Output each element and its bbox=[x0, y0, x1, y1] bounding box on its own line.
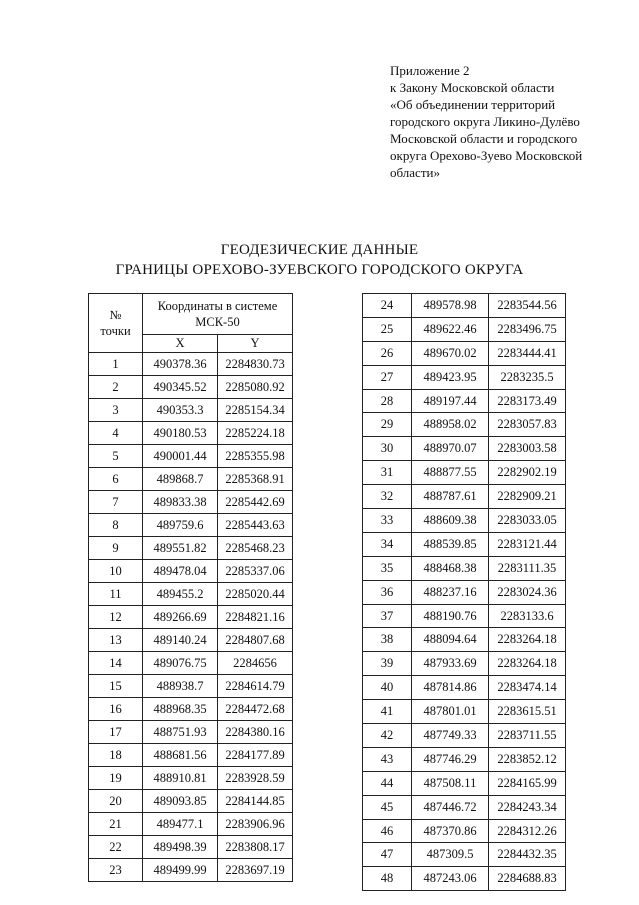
document-title bbox=[0, 240, 639, 280]
y-coordinate-cell: 2283444.41 bbox=[489, 341, 566, 365]
appendix-line: к Закону Московской области bbox=[390, 80, 555, 95]
table-row bbox=[363, 604, 566, 628]
table-row bbox=[363, 580, 566, 604]
x-coordinate-cell: 490180.53 bbox=[143, 422, 218, 445]
y-coordinate-cell: 2283906.96 bbox=[218, 813, 293, 836]
y-coordinate-cell: 2283264.18 bbox=[489, 652, 566, 676]
y-coordinate-cell: 2285154.34 bbox=[218, 399, 293, 422]
point-number-cell: 18 bbox=[89, 744, 143, 767]
point-number-cell: 48 bbox=[363, 867, 412, 891]
x-coordinate-cell: 489423.95 bbox=[412, 365, 489, 389]
point-number-cell: 39 bbox=[363, 652, 412, 676]
x-coordinate-cell: 488609.38 bbox=[412, 509, 489, 533]
point-number-cell: 33 bbox=[363, 509, 412, 533]
y-coordinate-cell: 2283173.49 bbox=[489, 389, 566, 413]
table-row bbox=[363, 724, 566, 748]
x-coordinate-cell: 488468.38 bbox=[412, 556, 489, 580]
y-coordinate-cell: 2285080.92 bbox=[218, 376, 293, 399]
y-coordinate-cell: 2285020.44 bbox=[218, 583, 293, 606]
table-row bbox=[363, 819, 566, 843]
x-column-header: X bbox=[143, 335, 218, 353]
x-coordinate-cell: 489076.75 bbox=[143, 652, 218, 675]
table-row bbox=[363, 795, 566, 819]
point-number-cell: 45 bbox=[363, 795, 412, 819]
x-coordinate-cell: 489197.44 bbox=[412, 389, 489, 413]
y-coordinate-cell: 2285468.23 bbox=[218, 537, 293, 560]
y-coordinate-cell: 2283264.18 bbox=[489, 628, 566, 652]
point-number-cell: 5 bbox=[89, 445, 143, 468]
table-row bbox=[89, 652, 293, 675]
x-coordinate-cell: 489868.7 bbox=[143, 468, 218, 491]
x-coordinate-cell: 487309.5 bbox=[412, 843, 489, 867]
point-number-cell: 20 bbox=[89, 790, 143, 813]
y-coordinate-cell: 2284614.79 bbox=[218, 675, 293, 698]
y-coordinate-cell: 2285224.18 bbox=[218, 422, 293, 445]
y-coordinate-cell: 2283711.55 bbox=[489, 724, 566, 748]
y-coordinate-cell: 2284165.99 bbox=[489, 771, 566, 795]
point-number-cell: 6 bbox=[89, 468, 143, 491]
x-coordinate-cell: 488751.93 bbox=[143, 721, 218, 744]
y-coordinate-cell: 2284807.68 bbox=[218, 629, 293, 652]
table-row bbox=[89, 422, 293, 445]
y-coordinate-cell: 2283474.14 bbox=[489, 676, 566, 700]
y-coordinate-cell: 2283024.36 bbox=[489, 580, 566, 604]
point-number-cell: 43 bbox=[363, 747, 412, 771]
y-coordinate-cell: 2284144.85 bbox=[218, 790, 293, 813]
point-number-cell: 35 bbox=[363, 556, 412, 580]
table-row bbox=[89, 537, 293, 560]
y-coordinate-cell: 2283003.58 bbox=[489, 437, 566, 461]
appendix-line: Приложение 2 bbox=[390, 63, 470, 78]
x-coordinate-cell: 490001.44 bbox=[143, 445, 218, 468]
point-number-cell: 46 bbox=[363, 819, 412, 843]
table-row bbox=[89, 859, 293, 882]
coordinate-system-header-line2: МСК-50 bbox=[195, 315, 240, 329]
point-number-cell: 42 bbox=[363, 724, 412, 748]
table-row bbox=[89, 813, 293, 836]
point-number-cell: 16 bbox=[89, 698, 143, 721]
x-coordinate-cell: 487749.33 bbox=[412, 724, 489, 748]
point-number-cell: 17 bbox=[89, 721, 143, 744]
point-number-cell: 11 bbox=[89, 583, 143, 606]
table-row bbox=[363, 413, 566, 437]
y-coordinate-cell: 2283928.59 bbox=[218, 767, 293, 790]
x-coordinate-cell: 489833.38 bbox=[143, 491, 218, 514]
table-row bbox=[363, 652, 566, 676]
table-row bbox=[89, 376, 293, 399]
table-row bbox=[89, 790, 293, 813]
table-row bbox=[89, 606, 293, 629]
x-coordinate-cell: 489578.98 bbox=[412, 294, 489, 318]
title-line-1: ГЕОДЕЗИЧЕСКИЕ ДАННЫЕ bbox=[220, 242, 419, 258]
point-number-header bbox=[89, 294, 143, 353]
y-coordinate-cell: 2283496.75 bbox=[489, 317, 566, 341]
point-number-cell: 38 bbox=[363, 628, 412, 652]
y-coordinate-cell: 2282909.21 bbox=[489, 485, 566, 509]
table-row bbox=[363, 556, 566, 580]
y-coordinate-cell: 2284821.16 bbox=[218, 606, 293, 629]
table-row bbox=[363, 843, 566, 867]
table-row bbox=[89, 353, 293, 376]
point-number-cell: 4 bbox=[89, 422, 143, 445]
table-row bbox=[89, 583, 293, 606]
x-coordinate-cell: 487814.86 bbox=[412, 676, 489, 700]
y-coordinate-cell: 2284656 bbox=[218, 652, 293, 675]
point-number-header-line2: точки bbox=[100, 324, 131, 338]
x-coordinate-cell: 489622.46 bbox=[412, 317, 489, 341]
x-coordinate-cell: 487508.11 bbox=[412, 771, 489, 795]
table-row bbox=[363, 365, 566, 389]
y-coordinate-cell: 2284380.16 bbox=[218, 721, 293, 744]
x-coordinate-cell: 488190.76 bbox=[412, 604, 489, 628]
point-number-cell: 40 bbox=[363, 676, 412, 700]
y-coordinate-cell: 2283057.83 bbox=[489, 413, 566, 437]
x-coordinate-cell: 488237.16 bbox=[412, 580, 489, 604]
point-number-cell: 31 bbox=[363, 461, 412, 485]
x-coordinate-cell: 489477.1 bbox=[143, 813, 218, 836]
title-line-2: ГРАНИЦЫ ОРЕХОВО-ЗУЕВСКОГО ГОРОДСКОГО ОКРУГА bbox=[115, 262, 524, 278]
table-row bbox=[89, 744, 293, 767]
appendix-line: Московской области и городского bbox=[390, 131, 578, 146]
y-coordinate-cell: 2283033.05 bbox=[489, 509, 566, 533]
x-coordinate-cell: 487801.01 bbox=[412, 700, 489, 724]
point-number-cell: 22 bbox=[89, 836, 143, 859]
y-coordinate-cell: 2283111.35 bbox=[489, 556, 566, 580]
point-number-cell: 8 bbox=[89, 514, 143, 537]
x-coordinate-cell: 488910.81 bbox=[143, 767, 218, 790]
table-row bbox=[363, 747, 566, 771]
table-row bbox=[89, 445, 293, 468]
point-number-cell: 25 bbox=[363, 317, 412, 341]
point-number-cell: 1 bbox=[89, 353, 143, 376]
appendix-line: области» bbox=[390, 165, 440, 180]
x-coordinate-cell: 487370.86 bbox=[412, 819, 489, 843]
y-coordinate-cell: 2285442.69 bbox=[218, 491, 293, 514]
x-coordinate-cell: 489455.2 bbox=[143, 583, 218, 606]
table-row bbox=[89, 675, 293, 698]
point-number-cell: 7 bbox=[89, 491, 143, 514]
x-coordinate-cell: 487746.29 bbox=[412, 747, 489, 771]
point-number-cell: 13 bbox=[89, 629, 143, 652]
point-number-cell: 26 bbox=[363, 341, 412, 365]
table-row bbox=[363, 509, 566, 533]
point-number-cell: 2 bbox=[89, 376, 143, 399]
y-coordinate-cell: 2283615.51 bbox=[489, 700, 566, 724]
table-row bbox=[363, 317, 566, 341]
y-coordinate-cell: 2285368.91 bbox=[218, 468, 293, 491]
table-row bbox=[363, 485, 566, 509]
y-coordinate-cell: 2282902.19 bbox=[489, 461, 566, 485]
appendix-line: городского округа Ликино-Дулёво bbox=[390, 114, 580, 129]
coordinates-table-right bbox=[362, 293, 566, 891]
point-number-cell: 44 bbox=[363, 771, 412, 795]
point-number-cell: 14 bbox=[89, 652, 143, 675]
table-row bbox=[363, 461, 566, 485]
coordinates-table-left bbox=[88, 293, 293, 882]
table-row bbox=[363, 341, 566, 365]
point-number-cell: 9 bbox=[89, 537, 143, 560]
x-coordinate-cell: 489551.82 bbox=[143, 537, 218, 560]
coordinate-system-header bbox=[143, 294, 293, 335]
table-row bbox=[363, 294, 566, 318]
x-coordinate-cell: 489478.04 bbox=[143, 560, 218, 583]
table-row bbox=[363, 676, 566, 700]
point-number-cell: 3 bbox=[89, 399, 143, 422]
table-row bbox=[363, 700, 566, 724]
point-number-cell: 10 bbox=[89, 560, 143, 583]
x-coordinate-cell: 489140.24 bbox=[143, 629, 218, 652]
x-coordinate-cell: 488958.02 bbox=[412, 413, 489, 437]
x-coordinate-cell: 489759.6 bbox=[143, 514, 218, 537]
table-row bbox=[89, 836, 293, 859]
y-column-header: Y bbox=[218, 335, 293, 353]
point-number-cell: 47 bbox=[363, 843, 412, 867]
table-row bbox=[89, 721, 293, 744]
point-number-cell: 28 bbox=[363, 389, 412, 413]
point-number-cell: 32 bbox=[363, 485, 412, 509]
x-coordinate-cell: 489670.02 bbox=[412, 341, 489, 365]
x-coordinate-cell: 488877.55 bbox=[412, 461, 489, 485]
x-coordinate-cell: 488539.85 bbox=[412, 532, 489, 556]
point-number-cell: 21 bbox=[89, 813, 143, 836]
x-coordinate-cell: 488681.56 bbox=[143, 744, 218, 767]
point-number-header-line1: № bbox=[109, 308, 122, 322]
table-row bbox=[363, 437, 566, 461]
appendix-line: «Об объединении территорий bbox=[390, 97, 556, 112]
point-number-cell: 23 bbox=[89, 859, 143, 882]
x-coordinate-cell: 488938.7 bbox=[143, 675, 218, 698]
table-row bbox=[363, 867, 566, 891]
x-coordinate-cell: 489093.85 bbox=[143, 790, 218, 813]
y-coordinate-cell: 2283544.56 bbox=[489, 294, 566, 318]
table-row bbox=[89, 514, 293, 537]
coordinate-system-header-line1: Координаты в системе bbox=[157, 299, 278, 313]
y-coordinate-cell: 2283133.6 bbox=[489, 604, 566, 628]
table-row bbox=[89, 468, 293, 491]
y-coordinate-cell: 2284472.68 bbox=[218, 698, 293, 721]
y-coordinate-cell: 2284312.26 bbox=[489, 819, 566, 843]
point-number-cell: 30 bbox=[363, 437, 412, 461]
appendix-reference bbox=[390, 62, 620, 181]
point-number-cell: 41 bbox=[363, 700, 412, 724]
y-coordinate-cell: 2283697.19 bbox=[218, 859, 293, 882]
y-coordinate-cell: 2283121.44 bbox=[489, 532, 566, 556]
x-coordinate-cell: 488787.61 bbox=[412, 485, 489, 509]
table-row bbox=[363, 771, 566, 795]
table-row bbox=[89, 560, 293, 583]
table-row bbox=[89, 629, 293, 652]
x-coordinate-cell: 490353.3 bbox=[143, 399, 218, 422]
y-coordinate-cell: 2285337.06 bbox=[218, 560, 293, 583]
x-coordinate-cell: 488970.07 bbox=[412, 437, 489, 461]
x-coordinate-cell: 490378.36 bbox=[143, 353, 218, 376]
point-number-cell: 36 bbox=[363, 580, 412, 604]
y-coordinate-cell: 2284688.83 bbox=[489, 867, 566, 891]
y-coordinate-cell: 2284243.34 bbox=[489, 795, 566, 819]
y-coordinate-cell: 2285355.98 bbox=[218, 445, 293, 468]
x-coordinate-cell: 489498.39 bbox=[143, 836, 218, 859]
table-row bbox=[89, 399, 293, 422]
y-coordinate-cell: 2285443.63 bbox=[218, 514, 293, 537]
x-coordinate-cell: 487446.72 bbox=[412, 795, 489, 819]
point-number-cell: 12 bbox=[89, 606, 143, 629]
x-coordinate-cell: 489499.99 bbox=[143, 859, 218, 882]
x-coordinate-cell: 488968.35 bbox=[143, 698, 218, 721]
y-coordinate-cell: 2283808.17 bbox=[218, 836, 293, 859]
table-row bbox=[89, 698, 293, 721]
point-number-cell: 37 bbox=[363, 604, 412, 628]
table-row bbox=[363, 389, 566, 413]
x-coordinate-cell: 487933.69 bbox=[412, 652, 489, 676]
table-row bbox=[363, 628, 566, 652]
point-number-cell: 15 bbox=[89, 675, 143, 698]
table-row bbox=[89, 767, 293, 790]
y-coordinate-cell: 2283852.12 bbox=[489, 747, 566, 771]
point-number-cell: 24 bbox=[363, 294, 412, 318]
y-coordinate-cell: 2284830.73 bbox=[218, 353, 293, 376]
table-row bbox=[89, 491, 293, 514]
x-coordinate-cell: 490345.52 bbox=[143, 376, 218, 399]
point-number-cell: 34 bbox=[363, 532, 412, 556]
point-number-cell: 29 bbox=[363, 413, 412, 437]
x-coordinate-cell: 487243.06 bbox=[412, 867, 489, 891]
x-coordinate-cell: 488094.64 bbox=[412, 628, 489, 652]
appendix-line: округа Орехово-Зуево Московской bbox=[390, 148, 583, 163]
y-coordinate-cell: 2284432.35 bbox=[489, 843, 566, 867]
table-row bbox=[363, 532, 566, 556]
point-number-cell: 19 bbox=[89, 767, 143, 790]
y-coordinate-cell: 2284177.89 bbox=[218, 744, 293, 767]
y-coordinate-cell: 2283235.5 bbox=[489, 365, 566, 389]
x-coordinate-cell: 489266.69 bbox=[143, 606, 218, 629]
point-number-cell: 27 bbox=[363, 365, 412, 389]
